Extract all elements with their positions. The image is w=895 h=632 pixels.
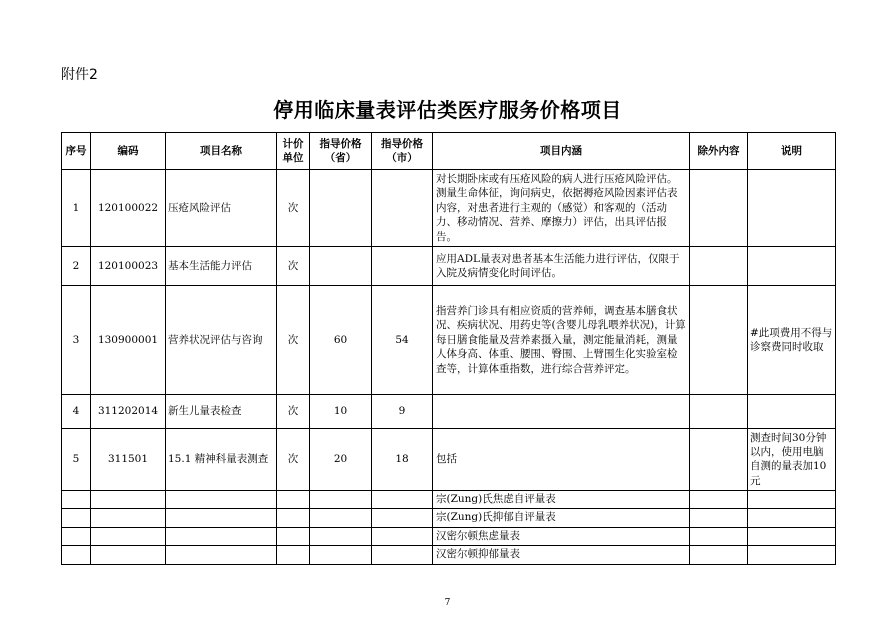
row-price-city	[372, 170, 433, 247]
row-unit: 次	[277, 429, 310, 491]
header-content: 项目内涵	[433, 133, 690, 170]
price-table	[61, 132, 836, 565]
row-price-prov: 10	[310, 395, 372, 429]
attachment-label: 附件2	[61, 67, 98, 83]
row-unit: 次	[277, 247, 310, 286]
row-price-city: 54	[372, 286, 433, 395]
row-price-prov	[310, 170, 372, 247]
row-unit: 次	[277, 170, 310, 247]
row-price-prov: 20	[310, 429, 372, 491]
row-price-city: 9	[372, 395, 433, 429]
row-name: 营养状况评估与咨询	[166, 286, 277, 395]
row-seq: 1	[62, 170, 91, 247]
row-note	[748, 395, 836, 429]
row-name: 基本生活能力评估	[166, 247, 277, 286]
page-number: 7	[444, 598, 451, 608]
table-row	[62, 429, 836, 491]
row-exclusion	[690, 170, 748, 247]
row-content: 包括	[433, 429, 690, 491]
row-seq: 4	[62, 395, 91, 429]
row-content: 应用ADL量表对患者基本生活能力进行评估，仅限于入院及病情变化时间评估。	[433, 247, 690, 286]
sub-item-row	[62, 527, 836, 545]
row-exclusion	[690, 286, 748, 395]
sub-item-label: 宗(Zung)氏抑郁自评量表	[433, 508, 690, 527]
page-title: 停用临床量表评估类医疗服务价格项目	[273, 98, 622, 122]
header-unit: 计价单位	[277, 133, 310, 170]
row-seq: 5	[62, 429, 91, 491]
table-row	[62, 395, 836, 429]
row-seq: 2	[62, 247, 91, 286]
row-note: #此项费用不得与诊察费同时收取	[748, 286, 836, 395]
row-code: 311202014	[91, 395, 166, 429]
header-note: 说明	[748, 133, 836, 170]
row-content: 指营养门诊具有相应资质的营养师，调查基本膳食状况、疾病状况、用药史等(含婴儿母乳喂养状况)，计算每日膳食能量及营养素摄入量，测定能量消耗，测量人体身高、体重、腰围、臀围、上臂围生化实验室检查等，计算体重指数，进行综合营养评定。	[433, 286, 690, 395]
row-price-city	[372, 247, 433, 286]
row-price-city: 18	[372, 429, 433, 491]
header-seq: 序号	[62, 133, 91, 170]
row-price-prov: 60	[310, 286, 372, 395]
row-code: 311501	[91, 429, 166, 491]
row-note	[748, 247, 836, 286]
header-exclusion: 除外内容	[690, 133, 748, 170]
row-name: 15.1 精神科量表测查	[166, 429, 277, 491]
row-exclusion	[690, 395, 748, 429]
row-exclusion	[690, 247, 748, 286]
header-name: 项目名称	[166, 133, 277, 170]
header-row	[62, 133, 836, 170]
row-price-prov	[310, 247, 372, 286]
sub-item-label: 汉密尔顿抑郁量表	[433, 545, 690, 564]
sub-item-label: 宗(Zung)氏焦虑自评量表	[433, 490, 690, 508]
row-name: 压疮风险评估	[166, 170, 277, 247]
row-code: 130900001	[91, 286, 166, 395]
sub-item-label: 汉密尔顿焦虑量表	[433, 527, 690, 545]
row-unit: 次	[277, 286, 310, 395]
sub-item-row	[62, 490, 836, 508]
row-unit: 次	[277, 395, 310, 429]
sub-item-row	[62, 545, 836, 564]
row-seq: 3	[62, 286, 91, 395]
row-note: 测查时间30分钟以内，使用电脑自测的量表加10元	[748, 429, 836, 491]
row-name: 新生儿量表检查	[166, 395, 277, 429]
row-code: 120100023	[91, 247, 166, 286]
row-content	[433, 395, 690, 429]
row-note	[748, 170, 836, 247]
sub-item-row	[62, 508, 836, 527]
header-code: 编码	[91, 133, 166, 170]
table-row	[62, 247, 836, 286]
header-price-city: 指导价格（市）	[372, 133, 433, 170]
row-code: 120100022	[91, 170, 166, 247]
row-exclusion	[690, 429, 748, 491]
table-row	[62, 170, 836, 247]
table-row	[62, 286, 836, 395]
row-content: 对长期卧床或有压疮风险的病人进行压疮风险评估。测量生命体征，询问病史，依据褥疮风险因素评估表内容，对患者进行主观的（感觉）和客观的（活动力、移动情况、营养、摩擦力）评估，出具评估报告。	[433, 170, 690, 247]
header-price-prov: 指导价格（省）	[310, 133, 372, 170]
